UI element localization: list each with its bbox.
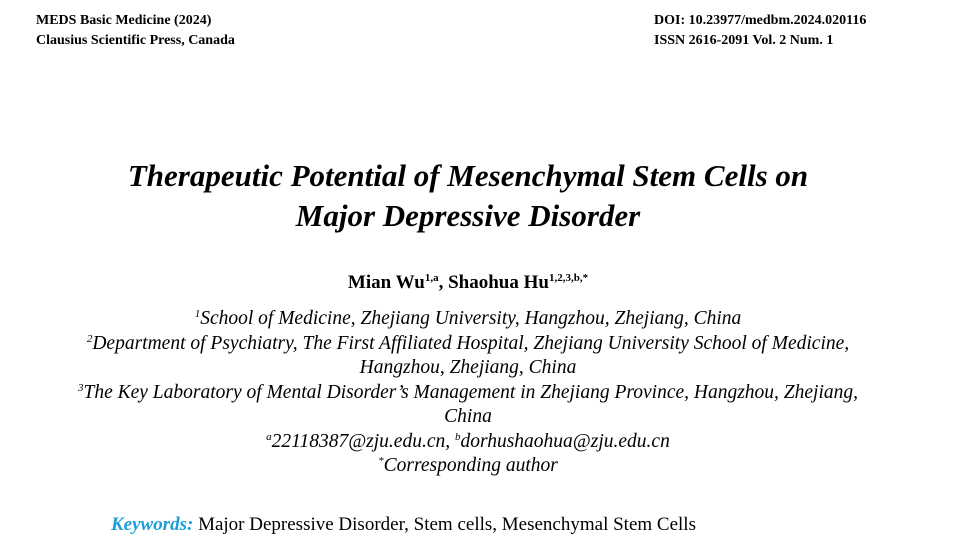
title-line-1: Therapeutic Potential of Mesenchymal Stem Cells on — [127, 158, 809, 193]
affiliation-1 — [30, 307, 906, 332]
affiliation-2 — [30, 332, 906, 357]
author-list — [0, 271, 936, 295]
paper-title — [0, 156, 936, 236]
journal-header — [36, 11, 235, 51]
email-b[interactable]: dorhushaohua@zju.edu.cn — [460, 430, 670, 452]
affiliation-marker: 2 — [86, 332, 93, 345]
affiliation-text: School of Medicine, Zhejiang University, Hangzhou, Zhejiang, China — [200, 308, 742, 329]
author-superscript: 1,2,3,b,* — [548, 272, 589, 284]
affiliation-text: Department of Psychiatry, The First Affiliated Hospital, Zhejiang University School of Medicine, — [92, 332, 850, 354]
publisher-name: Clausius Scientific Press, Canada — [36, 33, 235, 48]
keywords-label: Keywords: — [111, 514, 194, 535]
corresponding-text: Corresponding author — [383, 455, 558, 476]
affiliation-3-continued: China — [444, 406, 492, 427]
author-superscript: 1,a — [424, 272, 439, 284]
journal-name: MEDS Basic Medicine (2024) — [36, 13, 212, 28]
affiliation-marker: 3 — [77, 381, 84, 394]
affiliation-marker: 1 — [194, 308, 201, 320]
doi-header — [654, 11, 866, 51]
author-name: Shaohua Hu — [448, 272, 549, 293]
email-marker-b: b — [454, 430, 461, 443]
affiliation-3 — [30, 381, 906, 406]
issn-volume: ISSN 2616-2091 Vol. 2 Num. 1 — [654, 33, 834, 48]
affiliation-text: The Key Laboratory of Mental Disorder’s Management in Zhejiang Province, Hangzhou, Zhejiang, — [83, 381, 859, 403]
email-marker-a: a — [266, 430, 272, 443]
corresponding-marker: * — [378, 455, 384, 467]
email-line — [30, 430, 906, 455]
doi: DOI: 10.23977/medbm.2024.020116 — [654, 13, 867, 28]
title-line-2: Major Depressive Disorder — [295, 198, 641, 233]
affiliation-2-continued: Hangzhou, Zhejiang, China — [359, 357, 577, 378]
email-separator: , — [445, 430, 455, 452]
author-name: Mian Wu — [347, 272, 425, 293]
email-a[interactable]: 22118387@zju.edu.cn — [271, 430, 446, 452]
affiliations — [30, 307, 906, 479]
keywords-line — [111, 513, 696, 537]
keywords-text: Major Depressive Disorder, Stem cells, Mesenchymal Stem Cells — [193, 514, 696, 535]
corresponding-author-note — [30, 454, 906, 479]
author-separator: , — [438, 272, 449, 293]
